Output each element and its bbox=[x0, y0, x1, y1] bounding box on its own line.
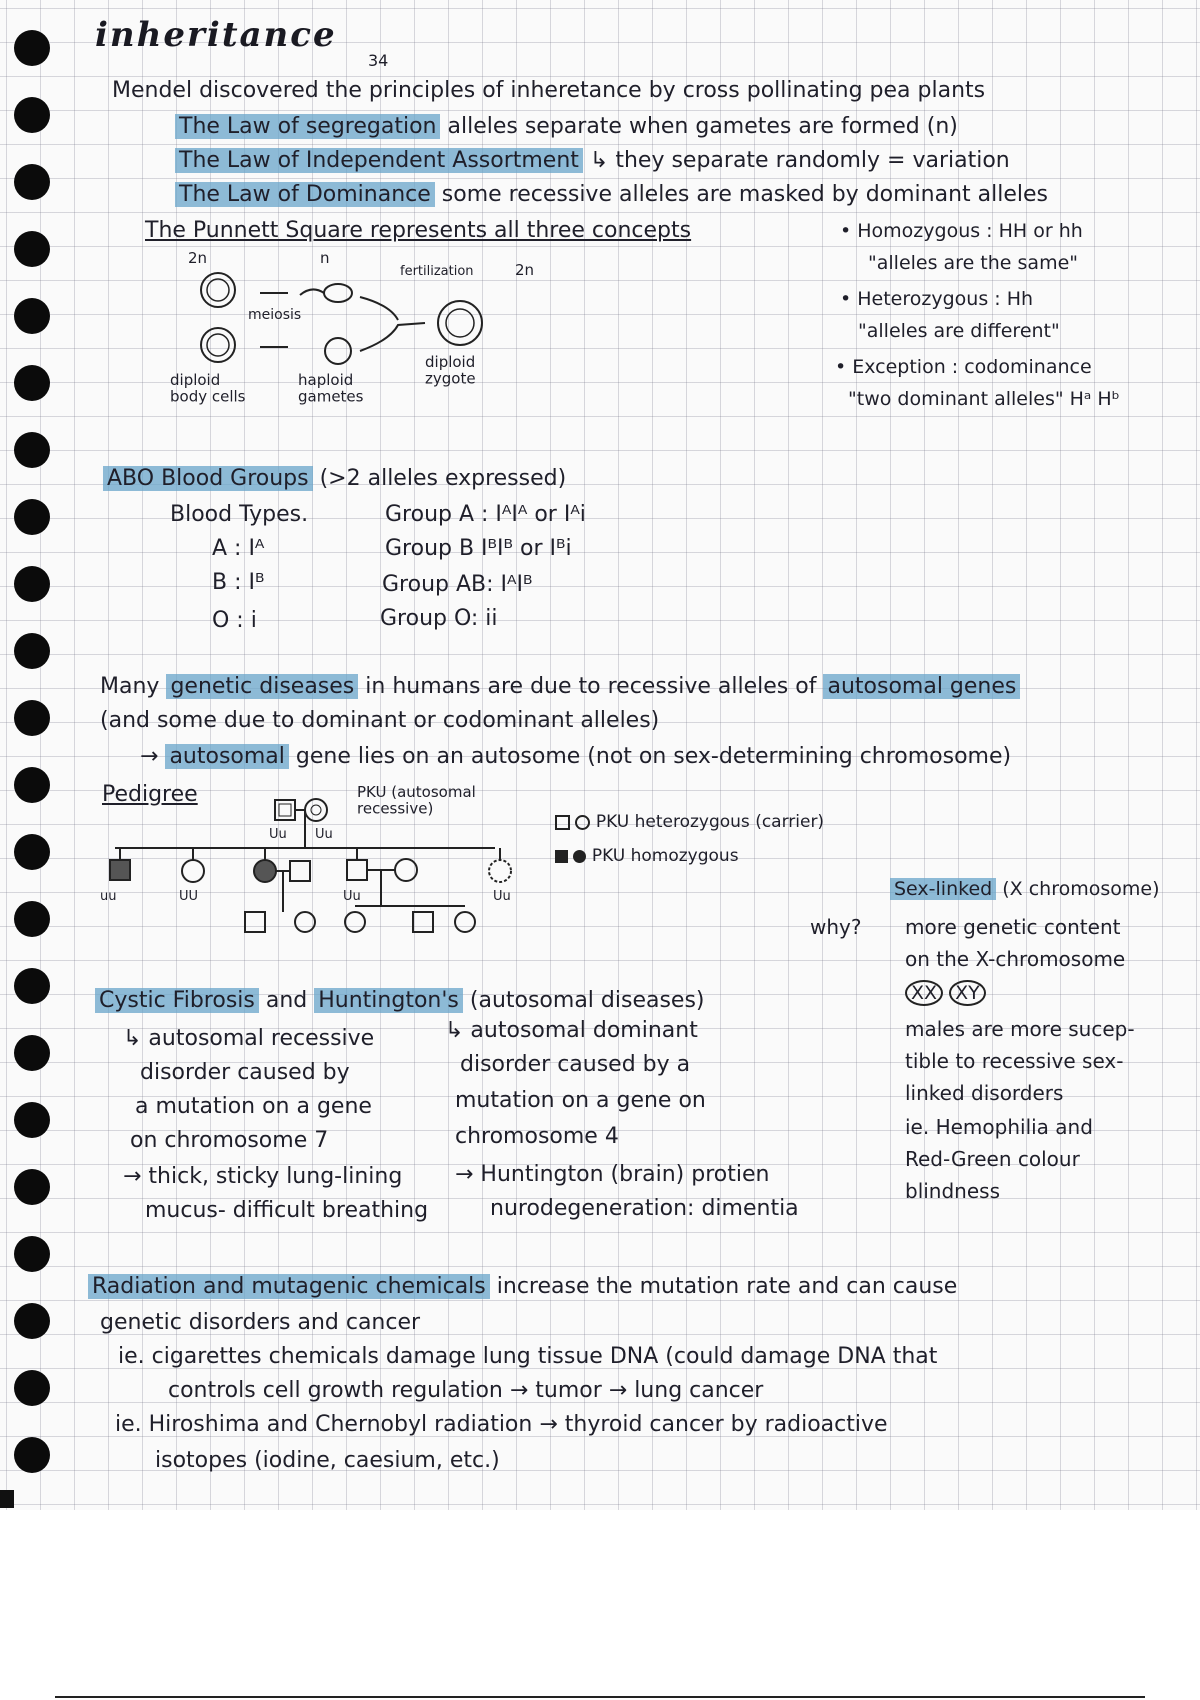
genotype-UU: UU bbox=[179, 889, 199, 904]
binder-hole bbox=[14, 365, 50, 401]
binder-hole bbox=[14, 834, 50, 870]
sperm-tail-icon bbox=[300, 289, 324, 295]
law-assortment-label: The Law of Independent Assortment bbox=[175, 148, 583, 173]
radiation-line-5: ie. Hiroshima and Chernobyl radiation → thyroid cancer by radioactive bbox=[115, 1412, 888, 1437]
exception-quote: "two dominant alleles" Hᵃ Hᵇ bbox=[848, 388, 1120, 410]
radiation-line-2: genetic disorders and cancer bbox=[100, 1310, 421, 1335]
ploidy-2n-label: 2n bbox=[188, 249, 208, 267]
carrier-mark-icon bbox=[279, 804, 291, 816]
binder-hole bbox=[14, 767, 50, 803]
group-o-genotype: Group O: ii bbox=[380, 606, 498, 631]
binder-hole bbox=[14, 1236, 50, 1272]
group-a-genotype: Group A : IᴬIᴬ or Iᴬi bbox=[385, 502, 586, 527]
sex-linked-heading: Sex-linked bbox=[890, 878, 996, 900]
group-b-genotype: Group B IᴮIᴮ or Iᴮi bbox=[385, 536, 572, 561]
law-dominance bbox=[175, 182, 1048, 208]
page-number: 34 bbox=[368, 51, 389, 70]
binder-hole bbox=[14, 164, 50, 200]
abo-heading-line bbox=[103, 466, 566, 492]
genetic-line-post: in humans are due to recessive alleles of bbox=[365, 674, 817, 699]
disease-heading-line bbox=[95, 988, 705, 1014]
males-note-5: Red-Green colour bbox=[905, 1147, 1080, 1171]
binder-hole bbox=[14, 566, 50, 602]
zygote-nucleus-icon bbox=[446, 309, 474, 337]
affected-male-icon bbox=[110, 860, 130, 880]
binder-hole bbox=[14, 97, 50, 133]
nucleus-icon bbox=[207, 334, 229, 356]
binder-hole bbox=[14, 1370, 50, 1406]
diploid-cell-icon bbox=[201, 273, 235, 307]
binder-hole bbox=[14, 499, 50, 535]
group-ab-genotype: Group AB: IᴬIᴮ bbox=[382, 572, 533, 597]
genetic-line-pre: Many bbox=[100, 674, 160, 699]
law-segregation bbox=[175, 114, 958, 140]
law-dominance-label: The Law of Dominance bbox=[175, 182, 435, 207]
fertilization-label: fertilization bbox=[400, 264, 474, 279]
law-segregation-text: alleles separate when gametes are formed (n) bbox=[447, 114, 958, 139]
hd-line-4: chromosome 4 bbox=[455, 1124, 619, 1149]
binder-hole bbox=[14, 1169, 50, 1205]
genetic-diseases-line bbox=[100, 674, 1020, 700]
binder-hole bbox=[14, 968, 50, 1004]
unaffected-female-icon bbox=[295, 912, 315, 932]
carrier-male-icon bbox=[347, 860, 367, 880]
hd-line-1: ↳ autosomal dominant bbox=[445, 1018, 698, 1043]
binder-hole bbox=[14, 1035, 50, 1071]
cystic-fibrosis-highlight: Cystic Fibrosis bbox=[95, 988, 259, 1013]
carrier-male-icon bbox=[245, 912, 265, 932]
abo-heading: ABO Blood Groups bbox=[103, 466, 313, 491]
punnett-square-note: The Punnett Square represents all three concepts bbox=[145, 218, 692, 243]
males-note-3: linked disorders bbox=[905, 1081, 1064, 1105]
binder-hole bbox=[14, 700, 50, 736]
arrow-glyph: → bbox=[140, 744, 159, 769]
cf-line-2: disorder caused by bbox=[140, 1060, 350, 1085]
affected-female-icon bbox=[254, 860, 276, 882]
sex-linked-heading-line bbox=[890, 876, 1160, 902]
and-text: and bbox=[265, 988, 308, 1013]
diploid-body-cells-label: diploid body cells bbox=[170, 371, 246, 406]
mendel-intro: Mendel discovered the principles of inheretance by cross pollinating pea plants bbox=[112, 78, 986, 103]
affected-square-icon bbox=[555, 850, 568, 863]
radiation-line-6: isotopes (iodine, caesium, etc.) bbox=[155, 1448, 500, 1473]
hd-line-6: nurodegeneration: dimentia bbox=[490, 1196, 799, 1221]
law-assortment-text: ↳ they separate randomly = variation bbox=[589, 148, 1010, 173]
unaffected-female-icon bbox=[182, 860, 204, 882]
autosomal-highlight: autosomal bbox=[165, 744, 288, 769]
homozygous-note: • Homozygous : HH or hh bbox=[840, 220, 1083, 242]
legend-homozygous bbox=[555, 846, 739, 866]
binder-hole bbox=[14, 298, 50, 334]
autosomal-diseases-note: (autosomal diseases) bbox=[469, 988, 705, 1013]
legend-homozygous-text: PKU homozygous bbox=[591, 846, 739, 866]
blood-type-b: B : Iᴮ bbox=[212, 570, 265, 595]
heterozygous-quote: "alleles are different" bbox=[858, 320, 1060, 342]
blood-type-o: O : i bbox=[212, 608, 257, 633]
cf-line-5: → thick, sticky lung-lining bbox=[123, 1164, 403, 1189]
cf-line-4: on chromosome 7 bbox=[130, 1128, 329, 1153]
males-note-1: males are more sucep- bbox=[905, 1017, 1135, 1041]
unaffected-female-icon bbox=[455, 912, 475, 932]
zygote-icon bbox=[438, 301, 482, 345]
blood-types-header: Blood Types. bbox=[170, 502, 309, 527]
nucleus-icon bbox=[207, 279, 229, 301]
carrier-circle-icon bbox=[575, 815, 590, 830]
autosomal-definition bbox=[140, 744, 1011, 770]
pku-label: PKU (autosomal recessive) bbox=[357, 783, 476, 818]
carrier-male-icon bbox=[275, 800, 295, 820]
sex-chromosomes bbox=[905, 980, 986, 1006]
unaffected-female-icon bbox=[345, 912, 365, 932]
unaffected-male-icon bbox=[413, 912, 433, 932]
blood-type-a: A : Iᴬ bbox=[212, 536, 265, 561]
pedigree-heading: Pedigree bbox=[102, 782, 198, 807]
why-label: why? bbox=[810, 915, 862, 939]
genotype-uu: Uu bbox=[493, 889, 511, 904]
binder-hole bbox=[14, 1303, 50, 1339]
cf-line-6: mucus- difficult breathing bbox=[145, 1198, 429, 1223]
exception-note: • Exception : codominance bbox=[835, 356, 1092, 378]
binder-hole bbox=[14, 30, 50, 66]
haploid-gametes-label: haploid gametes bbox=[298, 371, 364, 406]
radiation-line-3: ie. cigarettes chemicals damage lung tissue DNA (could damage DNA that bbox=[118, 1344, 938, 1369]
diploid-zygote-label: diploid zygote bbox=[425, 353, 476, 388]
hd-line-3: mutation on a gene on bbox=[455, 1088, 706, 1113]
genotype-uu: Uu bbox=[343, 889, 361, 904]
radiation-highlight: Radiation and mutagenic chemicals bbox=[88, 1274, 490, 1299]
binder-hole bbox=[14, 633, 50, 669]
carrier-square-icon bbox=[555, 815, 570, 830]
radiation-line-4: controls cell growth regulation → tumor → lung cancer bbox=[168, 1378, 764, 1403]
xy-chromosome: XY bbox=[949, 980, 986, 1006]
xx-chromosome: XX bbox=[905, 980, 943, 1006]
binder-hole bbox=[14, 432, 50, 468]
genotype-uu: Uu bbox=[315, 827, 333, 842]
law-independent-assortment bbox=[175, 148, 1010, 174]
males-note-2: tible to recessive sex- bbox=[905, 1049, 1124, 1073]
meiosis-diagram bbox=[170, 245, 570, 425]
genetic-diseases-highlight: genetic diseases bbox=[166, 674, 358, 699]
sex-linked-reason-2: on the X-chromosome bbox=[905, 947, 1126, 971]
males-note-4: ie. Hemophilia and bbox=[905, 1115, 1093, 1139]
unaffected-female-icon bbox=[395, 859, 417, 881]
genotype-uu: Uu bbox=[269, 827, 287, 842]
unaffected-male-icon bbox=[290, 861, 310, 881]
pedigree-chart bbox=[95, 780, 535, 945]
footer-rule bbox=[55, 1696, 1145, 1698]
fertilization-arrow-icon bbox=[360, 297, 425, 351]
homozygous-quote: "alleles are the same" bbox=[868, 252, 1079, 274]
huntingtons-highlight: Huntington's bbox=[314, 988, 463, 1013]
legend-carrier bbox=[555, 812, 824, 832]
ploidy-n-label: n bbox=[320, 249, 330, 267]
autosomal-definition-text: gene lies on an autosome (not on sex-determining chromosome) bbox=[295, 744, 1012, 769]
hd-line-2: disorder caused by a bbox=[460, 1052, 691, 1077]
egg-gamete-icon bbox=[325, 338, 351, 364]
radiation-text: increase the mutation rate and can cause bbox=[496, 1274, 958, 1299]
binder-hole bbox=[14, 1102, 50, 1138]
genotype-uu-affected: uu bbox=[100, 889, 117, 904]
legend-carrier-text: PKU heterozygous (carrier) bbox=[595, 812, 825, 832]
radiation-line-1 bbox=[88, 1274, 957, 1300]
diploid-cell-icon bbox=[201, 328, 235, 362]
binder-edge bbox=[0, 1490, 14, 1508]
law-segregation-label: The Law of segregation bbox=[175, 114, 440, 139]
sex-linked-note: (X chromosome) bbox=[1002, 878, 1160, 900]
meiosis-label: meiosis bbox=[248, 307, 302, 323]
law-dominance-text: some recessive alleles are masked by dominant alleles bbox=[441, 182, 1048, 207]
abo-heading-note: (>2 alleles expressed) bbox=[319, 466, 567, 491]
sex-linked-reason-1: more genetic content bbox=[905, 915, 1121, 939]
page-title: inheritance bbox=[95, 15, 337, 55]
binder-hole bbox=[14, 231, 50, 267]
dominant-alleles-note: (and some due to dominant or codominant alleles) bbox=[100, 708, 660, 733]
autosomal-genes-highlight: autosomal genes bbox=[823, 674, 1020, 699]
cf-line-1: ↳ autosomal recessive bbox=[123, 1026, 375, 1051]
heterozygous-note: • Heterozygous : Hh bbox=[840, 288, 1034, 310]
binder-hole bbox=[14, 1437, 50, 1473]
hd-line-5: → Huntington (brain) protien bbox=[455, 1162, 770, 1187]
binder-hole bbox=[14, 901, 50, 937]
carrier-female-icon bbox=[305, 799, 327, 821]
ploidy-2n-right-label: 2n bbox=[515, 261, 535, 279]
carrier-mark-icon bbox=[311, 805, 321, 815]
carrier-female-icon bbox=[489, 860, 511, 882]
cf-line-3: a mutation on a gene bbox=[135, 1094, 372, 1119]
sperm-gamete-icon bbox=[324, 284, 352, 302]
affected-circle-icon bbox=[573, 850, 586, 863]
males-note-6: blindness bbox=[905, 1179, 1000, 1203]
